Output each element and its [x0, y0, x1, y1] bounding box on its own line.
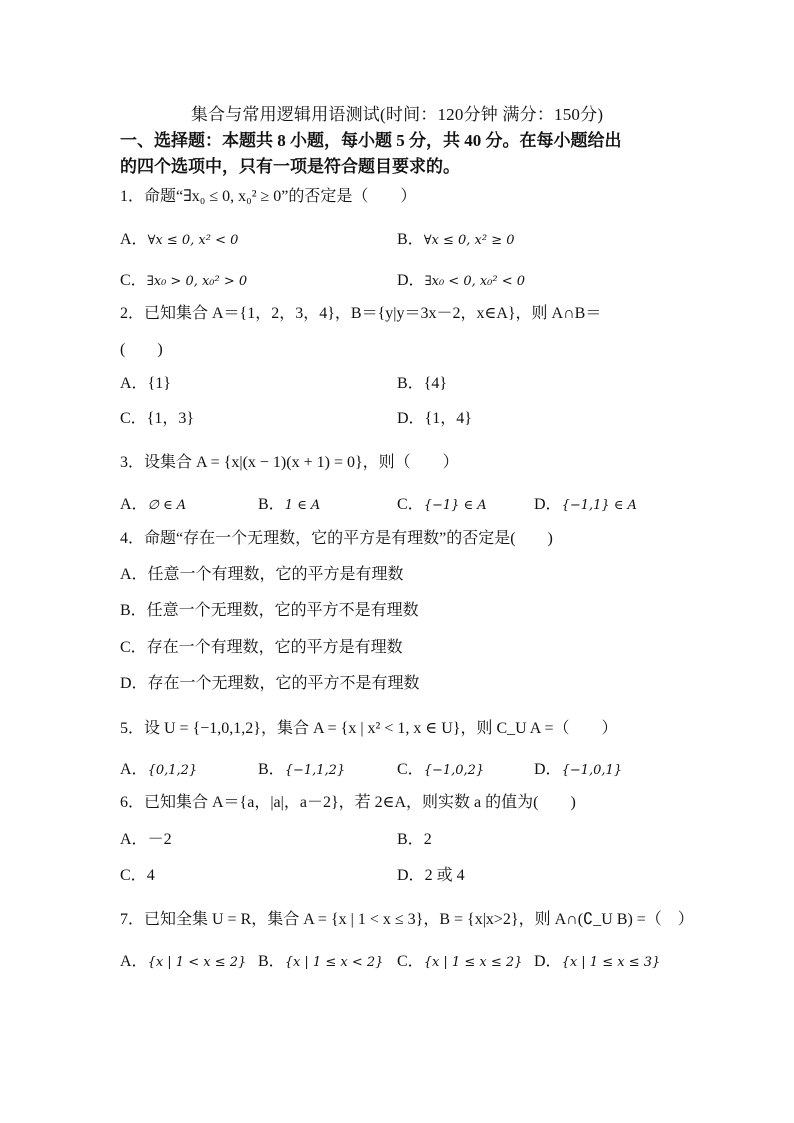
option-text: {−1} ∈ A [423, 498, 487, 513]
option-label: B． [397, 831, 424, 848]
question-1-option-b [397, 229, 515, 252]
option-text: {x | 1 ≤ x ≤ 3} [561, 955, 661, 970]
question-6-option-b [397, 829, 432, 851]
option-text: 2 [423, 831, 432, 848]
question-4-stem: 4．命题“存在一个无理数，它的平方是有理数”的否定是( ) [120, 530, 553, 547]
option-label: D． [534, 761, 562, 778]
option-text: ∃x₀ < 0, x₀² < 0 [424, 274, 526, 289]
option-text: {−1,0,2} [423, 763, 485, 778]
question-4-option-a: A．任意一个有理数，它的平方是有理数 [120, 566, 404, 583]
option-label: B． [258, 496, 285, 513]
option-text: {1，3} [146, 410, 195, 427]
option-label: A． [120, 496, 148, 513]
option-text: ∅ ∈ A [147, 498, 187, 513]
option-label: A． [120, 375, 148, 392]
option-label: B． [258, 761, 285, 778]
option-text: ∀x ≤ 0, x² ≥ 0 [423, 233, 515, 248]
option-text: {−1,1} ∈ A [561, 498, 637, 513]
option-text: {−1,1,2} [284, 763, 346, 778]
question-6-stem: 6．已知集合 A＝{a，|a|，a－2}，若 2∈A，则实数 a 的值为( ) [120, 794, 576, 811]
option-label: A． [120, 831, 148, 848]
question-4-option-c: C．存在一个有理数，它的平方是有理数 [120, 639, 403, 656]
option-label: C． [120, 272, 147, 289]
option-label: C． [120, 410, 147, 427]
option-text: {4} [423, 375, 448, 392]
option-label: C． [397, 761, 424, 778]
option-text: {x | 1 ≤ x < 2} [284, 955, 384, 970]
option-text: {1} [147, 375, 171, 392]
question-4-option-b: B．任意一个无理数，它的平方不是有理数 [120, 602, 419, 619]
option-label: B． [397, 375, 424, 392]
question-6-option-d [397, 865, 465, 887]
question-1-option-d [397, 270, 525, 293]
option-text: ∀x ≤ 0, x² < 0 [147, 233, 239, 248]
question-6-option-c [120, 865, 155, 887]
question-7-option-b [258, 951, 383, 974]
question-3-option-d [534, 494, 637, 517]
option-text: ∃x₀ > 0, x₀² > 0 [146, 274, 248, 289]
question-5-option-d [534, 759, 622, 782]
question-2-stem: 2．已知集合 A＝{1，2，3，4}，B＝{y|y＝3x－2，x∈A}，则 A∩B＝ [120, 305, 602, 322]
option-text: 1 ∈ A [284, 498, 321, 513]
option-text: 4 [146, 867, 155, 884]
option-text: {−1,0,1} [561, 763, 623, 778]
option-label: D． [534, 496, 562, 513]
question-3-option-a [120, 494, 186, 517]
section-heading-line1: 一、选择题：本题共 8 小题，每小题 5 分，共 40 分。在每小题给出 [120, 131, 622, 150]
question-6-option-a [120, 829, 172, 851]
option-label: D． [534, 953, 562, 970]
option-text: {1，4} [424, 410, 472, 427]
question-2-option-a [120, 373, 171, 395]
option-text: 2 或 4 [424, 867, 465, 884]
option-text: {x | 1 ≤ x ≤ 2} [423, 955, 523, 970]
option-text: {x | 1 < x ≤ 2} [147, 955, 247, 970]
option-label: A． [120, 953, 148, 970]
option-label: D． [397, 272, 425, 289]
option-label: A． [120, 761, 148, 778]
question-5-stem: 5．设 U = {−1,0,1,2}，集合 A = {x | x² < 1, x ∈ U}，则 C_U A =（ ） [120, 720, 618, 737]
question-3-option-b [258, 494, 320, 517]
option-label: C． [397, 953, 424, 970]
question-7-option-a [120, 951, 246, 974]
question-3-option-c [397, 494, 487, 517]
question-5-option-b [258, 759, 345, 782]
question-3-stem: 3．设集合 A = {x|(x − 1)(x + 1) = 0}，则（ ） [120, 454, 459, 471]
question-1-option-c [120, 270, 247, 293]
option-text: －2 [147, 831, 172, 848]
option-label: D． [397, 867, 425, 884]
option-label: C． [397, 496, 424, 513]
page-title: 集合与常用逻辑用语测试(时间：120分钟 满分：150分) [190, 105, 604, 124]
option-label: B． [258, 953, 285, 970]
question-2-option-b [397, 373, 447, 395]
question-2-stem-cont: ( ) [120, 341, 163, 358]
question-7-option-c [397, 951, 522, 974]
option-label: C． [120, 867, 147, 884]
question-1-stem: 1．命题“∃x₀ ≤ 0, x₀² ≥ 0”的否定是（ ） [120, 188, 417, 205]
question-5-option-c [397, 759, 484, 782]
option-text: {0,1,2} [147, 763, 198, 778]
option-label: A． [120, 231, 148, 248]
section-heading [120, 128, 680, 180]
question-5-option-a [120, 759, 197, 782]
question-2-option-d [397, 408, 472, 430]
question-7-stem: 7．已知全集 U = R，集合 A = {x | 1 < x ≤ 3}，B = {x|x>2}，则 A∩(∁_U B) =（ ） [120, 911, 694, 928]
question-1-option-a [120, 229, 238, 252]
question-4-option-d: D．存在一个无理数，它的平方不是有理数 [120, 675, 420, 692]
section-heading-line2: 的四个选项中，只有一项是符合题目要求的。 [120, 157, 460, 176]
question-2-option-c [120, 408, 194, 430]
option-label: B． [397, 231, 424, 248]
question-7-option-d [534, 951, 660, 974]
option-label: D． [397, 410, 425, 427]
